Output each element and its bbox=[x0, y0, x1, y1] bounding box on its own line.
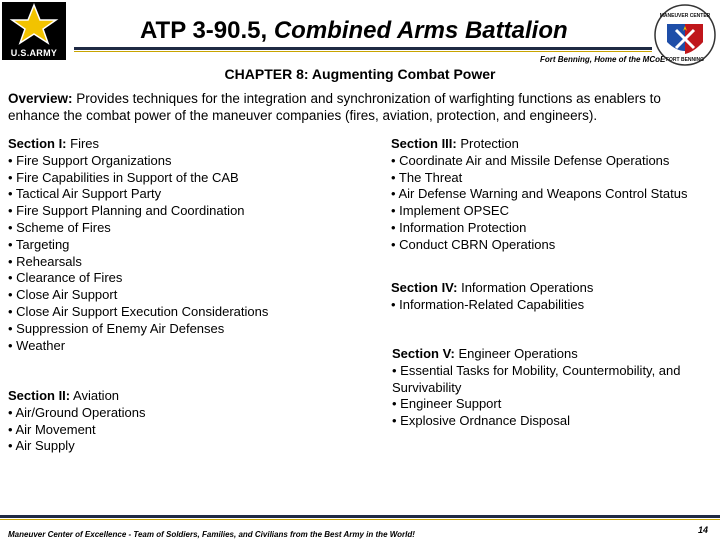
section-aviation bbox=[8, 388, 146, 455]
list-item: • Fire Support Organizations bbox=[8, 152, 172, 168]
section-heading bbox=[391, 280, 593, 297]
section-name: Information Operations bbox=[457, 280, 594, 295]
list-item: • The Threat bbox=[391, 169, 463, 185]
title-italic: Combined Arms Battalion bbox=[273, 17, 568, 44]
section-label: Section I: bbox=[8, 136, 67, 151]
section-heading bbox=[8, 388, 146, 405]
section-heading bbox=[391, 136, 688, 153]
list-item: • Air Supply bbox=[8, 438, 75, 454]
star-icon bbox=[2, 2, 66, 46]
page-number: 14 bbox=[697, 525, 708, 535]
section-name: Aviation bbox=[70, 388, 120, 403]
mcoe-badge-icon bbox=[654, 4, 716, 66]
section-name: Fires bbox=[66, 136, 100, 151]
section-label: Section II: bbox=[8, 388, 71, 403]
list-item: • Information Protection bbox=[391, 219, 527, 235]
badge-bottom-text: FORT BENNING bbox=[665, 57, 705, 63]
list-item: • Close Air Support Execution Considerations bbox=[8, 303, 269, 319]
chapter-heading: CHAPTER 8: Augmenting Combat Power bbox=[224, 66, 496, 82]
list-item: • Fire Support Planning and Coordination bbox=[8, 203, 245, 219]
list-item: • Scheme of Fires bbox=[8, 219, 111, 235]
section-label: Section IV: bbox=[391, 280, 458, 295]
section-heading bbox=[8, 136, 268, 153]
overview-label: Overview: bbox=[8, 91, 73, 106]
section-fires bbox=[8, 136, 268, 354]
section-name: Engineer Operations bbox=[454, 346, 578, 361]
list-item: • Explosive Ordnance Disposal bbox=[392, 413, 570, 429]
page-title bbox=[140, 17, 568, 45]
overview-text: Provides techniques for the integration and synchronization of warfighting functions as enablers to enhance the combat power of the maneuver companies (fires, aviation, protection, and engineers). bbox=[8, 91, 661, 123]
footer-rule bbox=[0, 515, 720, 518]
title-plain: ATP 3-90.5, bbox=[140, 17, 274, 44]
section-protection bbox=[391, 136, 688, 254]
list-item: • Clearance of Fires bbox=[8, 270, 123, 286]
list-item: • Rehearsals bbox=[8, 253, 82, 269]
list-item: • Suppression of Enemy Air Defenses bbox=[8, 320, 225, 336]
header-rule bbox=[74, 47, 652, 50]
list-item: • Information-Related Capabilities bbox=[391, 296, 585, 312]
footer-text: Maneuver Center of Excellence - Team of Soldiers, Families, and Civilians from the Best Army in the World! bbox=[8, 530, 415, 539]
section-label: Section V: bbox=[392, 346, 455, 361]
list-item: • Fire Capabilities in Support of the CAB bbox=[8, 169, 239, 185]
list-item: • Engineer Support bbox=[392, 396, 502, 412]
list-item: • Implement OPSEC bbox=[391, 203, 509, 219]
list-item: • Air Defense Warning and Weapons Control Status bbox=[391, 186, 688, 202]
section-engineer-operations bbox=[392, 346, 710, 430]
badge-top-text: MANEUVER CENTER bbox=[659, 13, 711, 19]
list-item: • Targeting bbox=[8, 236, 70, 252]
list-item: • Air/Ground Operations bbox=[8, 404, 146, 420]
section-label: Section III: bbox=[391, 136, 457, 151]
list-item: • Tactical Air Support Party bbox=[8, 186, 162, 202]
footer-rule-accent bbox=[0, 519, 720, 520]
logo-text: U.S.ARMY bbox=[10, 48, 58, 58]
list-item: • Essential Tasks for Mobility, Countermobility, and Survivability bbox=[392, 362, 681, 395]
overview bbox=[8, 90, 708, 124]
header-subtitle: Fort Benning, Home of the MCoE bbox=[540, 55, 666, 64]
list-item: • Close Air Support bbox=[8, 287, 118, 303]
list-item: • Coordinate Air and Missile Defense Operations bbox=[391, 152, 670, 168]
header-rule-accent bbox=[74, 51, 652, 52]
list-item: • Weather bbox=[8, 337, 66, 353]
section-heading bbox=[392, 346, 710, 363]
list-item: • Conduct CBRN Operations bbox=[391, 236, 556, 252]
list-item: • Air Movement bbox=[8, 421, 96, 437]
section-information-operations bbox=[391, 280, 593, 314]
section-name: Protection bbox=[456, 136, 519, 151]
army-logo bbox=[2, 2, 66, 60]
